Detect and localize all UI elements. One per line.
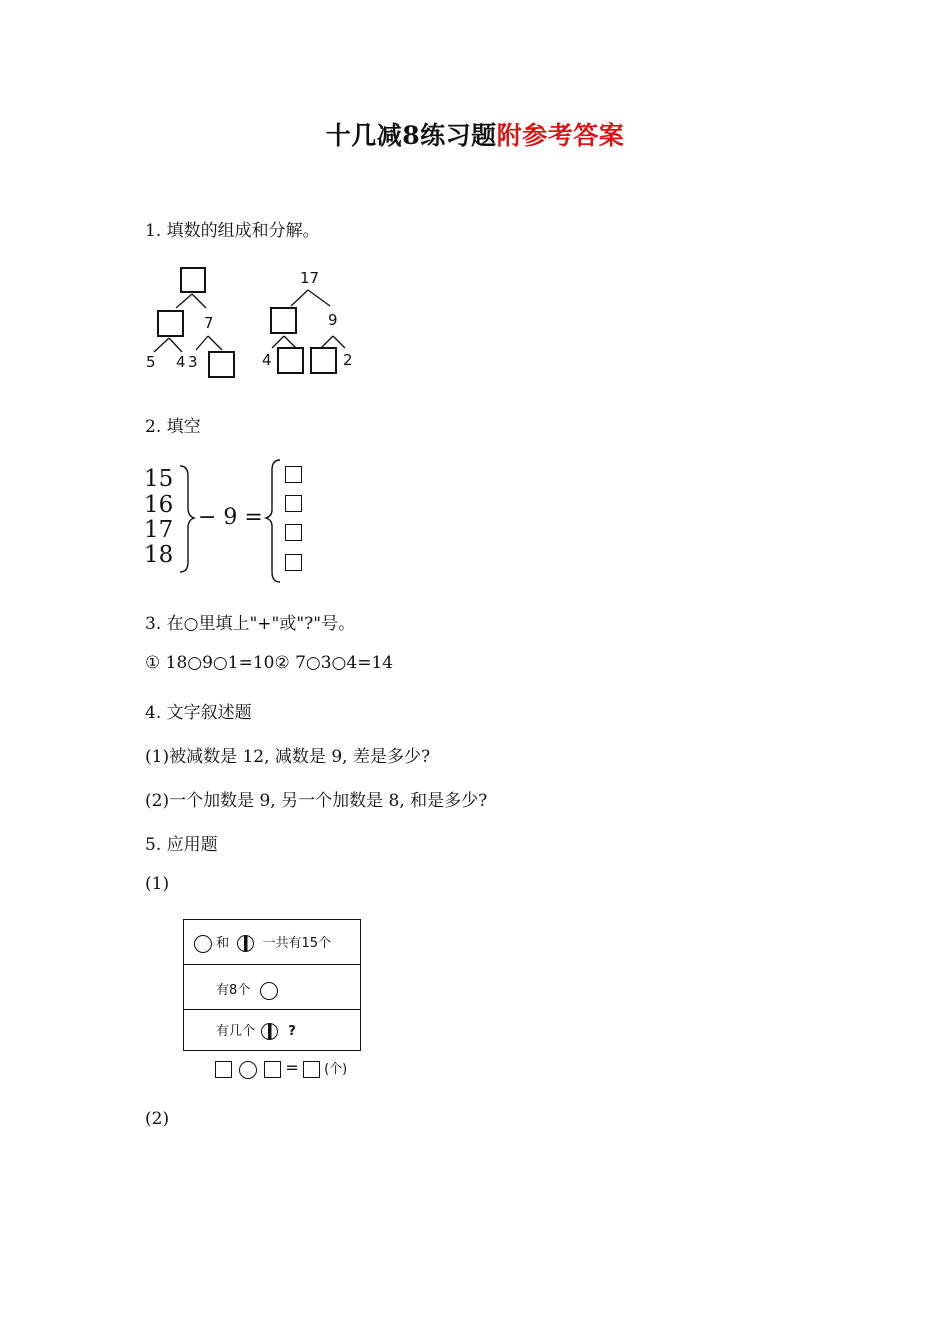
- q5-equation: [215, 1058, 375, 1082]
- row3-text: 有几个: [216, 1024, 256, 1039]
- answer-box[interactable]: [285, 466, 302, 483]
- answer-box[interactable]: [270, 307, 297, 334]
- tree-a-seven: 7: [204, 314, 214, 332]
- q1-tree-a: [140, 262, 250, 387]
- q2-operator: − 9 =: [198, 505, 263, 530]
- q2-figure: [140, 458, 320, 588]
- table-row: [184, 1010, 360, 1050]
- tree-a-four: 4: [176, 353, 186, 371]
- q5-label: 5. 应用题: [145, 835, 218, 855]
- table-row: [184, 920, 360, 965]
- tree-b-nine: 9: [328, 311, 338, 329]
- row2-text: 有8个: [216, 983, 251, 998]
- q3-label: 3. 在○里填上"+"或"?"号。: [145, 614, 356, 634]
- tree-a-three: 3: [188, 353, 198, 371]
- answer-box[interactable]: [310, 347, 337, 374]
- half-circle-icon: [261, 1023, 278, 1040]
- q2-number: 16: [144, 492, 174, 518]
- question-mark: ?: [288, 1024, 296, 1039]
- answer-box[interactable]: [215, 1061, 232, 1078]
- equals-sign: =: [285, 1058, 299, 1077]
- page-title: [0, 116, 950, 152]
- q1-label: 1. 填数的组成和分解。: [145, 221, 320, 241]
- circle-icon: [194, 935, 212, 953]
- table-row: [184, 965, 360, 1010]
- answer-box[interactable]: [285, 495, 302, 512]
- half-circle-icon: [237, 935, 254, 952]
- q4-problem-2: (2)一个加数是 9, 另一个加数是 8, 和是多少?: [145, 791, 488, 811]
- q5-problem-table: [183, 919, 361, 1051]
- q1-tree-b: [258, 266, 368, 381]
- q5-sub2: (2): [145, 1109, 170, 1129]
- q4-label: 4. 文字叙述题: [145, 703, 252, 723]
- title-main: 十几减8练习题: [325, 121, 497, 150]
- q2-number: 18: [144, 542, 174, 568]
- row1-total: 一共有15个: [262, 936, 331, 951]
- title-accent: 附参考答案: [496, 121, 625, 150]
- q4-problem-1: (1)被减数是 12, 减数是 9, 差是多少?: [145, 747, 431, 767]
- tree-b-two: 2: [343, 351, 353, 369]
- circle-icon: [260, 982, 278, 1000]
- answer-box[interactable]: [157, 310, 184, 337]
- answer-box[interactable]: [285, 524, 302, 541]
- answer-box[interactable]: [180, 267, 206, 293]
- q2-label: 2. 填空: [145, 417, 201, 437]
- answer-box[interactable]: [303, 1061, 320, 1078]
- answer-box[interactable]: [277, 347, 304, 374]
- answer-box[interactable]: [285, 554, 302, 571]
- answer-box[interactable]: [208, 351, 235, 378]
- q5-sub1: (1): [145, 874, 170, 894]
- tree-b-four: 4: [262, 351, 272, 369]
- answer-box[interactable]: [264, 1061, 281, 1078]
- operator-circle[interactable]: [239, 1061, 257, 1079]
- q2-number: 17: [144, 517, 174, 543]
- q3-items: ① 18○9○1=10② 7○3○4=14: [145, 653, 394, 673]
- unit-label: (个): [324, 1062, 348, 1077]
- tree-a-five: 5: [146, 353, 156, 371]
- q2-number: 15: [144, 466, 174, 492]
- row1-and: 和: [216, 936, 230, 951]
- tree-b-top: 17: [300, 269, 320, 287]
